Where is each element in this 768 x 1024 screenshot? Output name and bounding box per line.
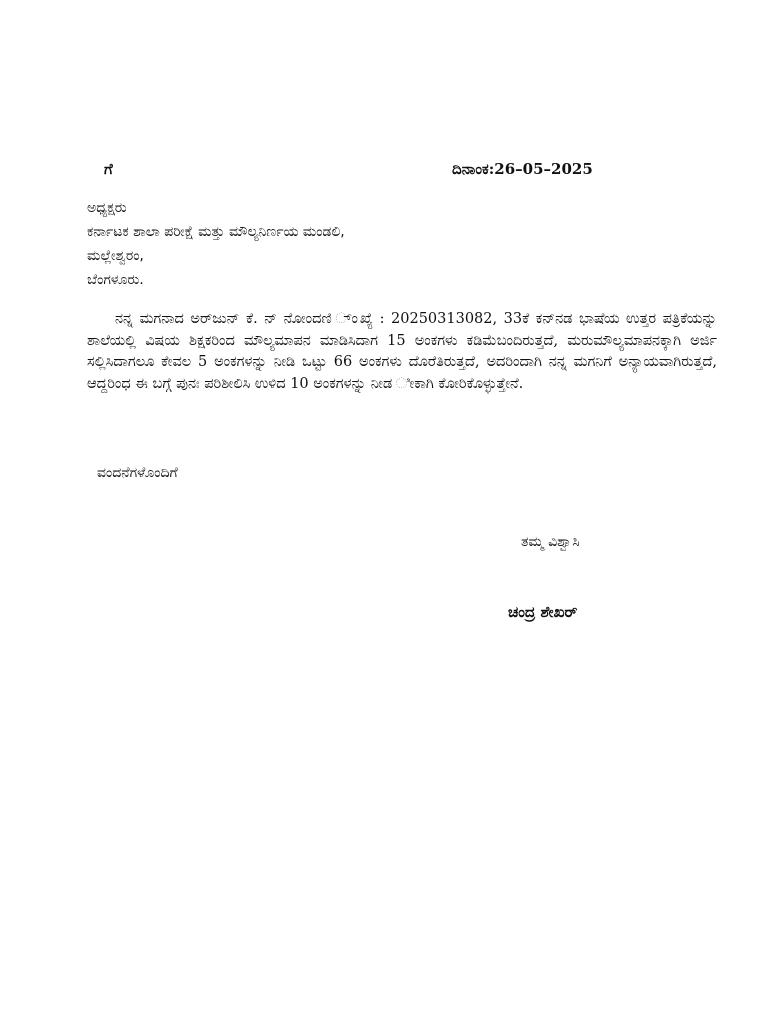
date-value: 26–05–2025	[494, 160, 593, 178]
to-label: ಗೆ	[104, 160, 113, 178]
yours-faithfully: ತಮ್ಮ ವಿಶ್ವಾಸಿ	[521, 534, 580, 550]
recipient-address	[87, 196, 345, 292]
address-line: ಕರ್ನಾಟಕ ಶಾಲಾ ಪರೀಕ್ಷೆ ಮತ್ತು ಮೌಲ್ಯನಿರ್ಣಯ ಮಂಡಲಿ,	[87, 224, 345, 240]
address-line: ಬೆಂಗಳೂರು.	[87, 272, 144, 288]
closing-salutation: ವಂದನೆಗಳೊಂದಿಗೆ	[97, 465, 178, 481]
address-line: ಮಲ್ಲೇಶ್ವರಂ,	[87, 248, 144, 264]
letter-body: ನನ್ನ ಮಗನಾದ ಅರ್‌ಜುನ್ ಕೆ. ನ್ ನೋಂದಣಿ ್ಂಖ್ಯೆ : 20250313082, 33ಕೆ ಕನ್‌ನಡ ಭಾಷೆಯ ಉತ್ತರ ಪತ್ರಿಕೆಯನ್ನು ಶಾಲೆಯಲ್ಲಿ ವಿಷಯ ಶಿಕ್ಷಕರಿಂದ ಮೌಲ್ಯಮಾಪನ ಮಾಡಿಸಿದಾಗ 15 ಅಂಕಗಳು ಕಡಿಮೆಬಂದಿರುತ್ತದೆ, ಮರುಮೌಲ್ಯಮಾಪನಕ್ಕಾಗಿ ಅರ್ಜಿ ಸಲ್ಲಿಸಿದಾಗಲೂ ಕೇವಲ 5 ಅಂಕಗಳನ್ನು ನೀಡಿ ಒಟ್ಟು 66 ಅಂಕಗಳು ದೊರೆತಿರುತ್ತದೆ, ಅದರಿಂದಾಗಿ ನನ್ನ ಮಗನಿಗೆ ಅನ್ಯಾಯವಾಗಿರುತ್ತದೆ, ಆದ್ದರಿಂಧ ಈ ಬಗ್ಗೆ ಪುನಃ ಪರಿಶೀಲಿಸಿ ಉಳಿದ 10 ಅಂಕಗಳನ್ನು ನೀಡ ೀಕಾಗಿ ಕೋರಿಕೊಳ್ಳುತ್ತೇನೆ.	[87, 311, 717, 392]
date-label: ದಿನಾಂಕ:	[452, 160, 495, 178]
signature-name: ಚಂದ್ರ ಶೇಖರ್	[508, 603, 578, 621]
address-line: ಅಧ್ಯಕ್ಷರು	[87, 200, 127, 216]
date-line	[452, 160, 593, 178]
